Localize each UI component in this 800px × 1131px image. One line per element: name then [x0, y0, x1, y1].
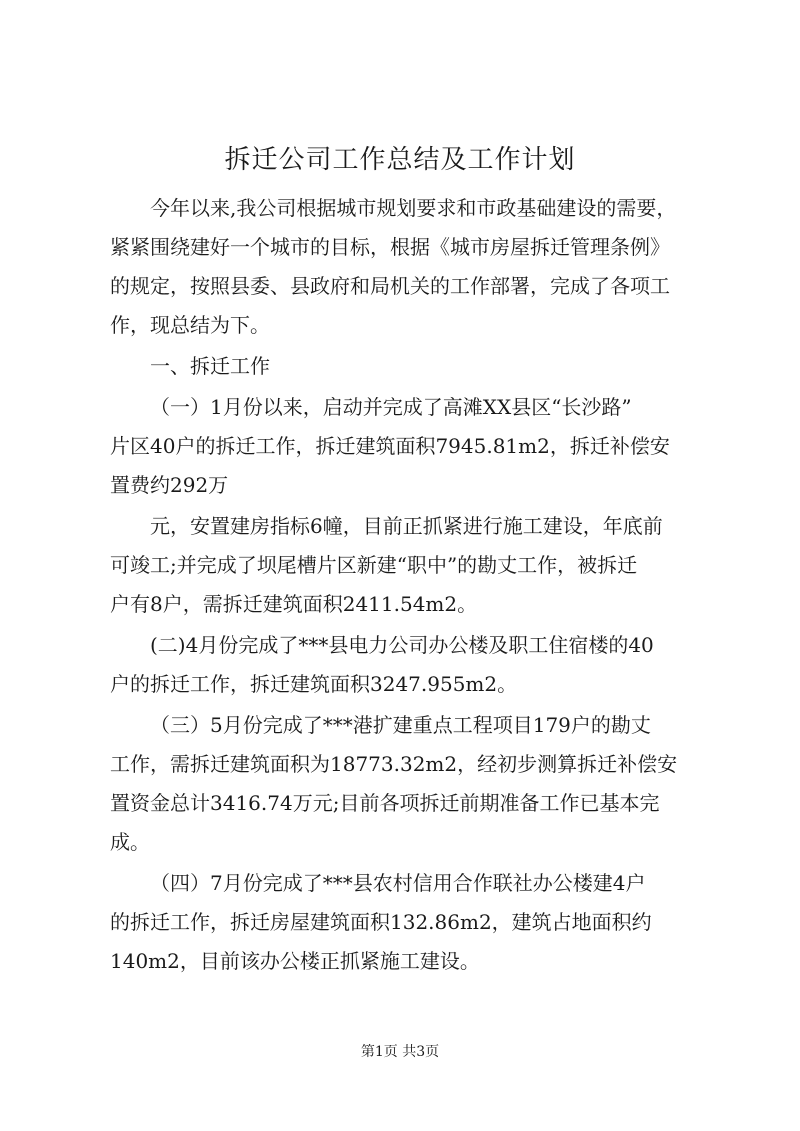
body-line: 的拆迁工作，拆迁房屋建筑面积132.86m2，建筑占地面积约: [110, 910, 652, 934]
body-line: (二)4月份完成了***县电力公司办公楼及职工住宿楼的40: [150, 633, 654, 657]
body-line: 140m2，目前该办公楼正抓紧施工建设。: [110, 949, 480, 973]
page-footer: 第1页 共3页: [360, 1044, 440, 1060]
body-line: 元，安置建房指标6幢，目前正抓紧进行施工建设，年底前: [150, 514, 663, 538]
body-line: （三）5月份完成了***港扩建重点工程项目179户的勘丈: [150, 713, 651, 737]
body-line: 作，现总结为下。: [110, 313, 270, 337]
body-line: 可竣工;并完成了坝尾槽片区新建“职中”的勘丈工作，被拆迁: [110, 553, 638, 577]
body-line: 工作，需拆迁建筑面积为18773.32m2，经初步测算拆迁补偿安: [110, 752, 678, 776]
body-line: 片区40户的拆迁工作，拆迁建筑面积7945.81m2，拆迁补偿安: [110, 434, 670, 458]
body-line: （一）1月份以来，启动并完成了高滩XX县区“长沙路”: [150, 395, 632, 419]
body-line: 紧紧围绕建好一个城市的目标，根据《城市房屋拆迁管理条例》: [110, 235, 670, 259]
section-heading: 一、拆迁工作: [150, 354, 270, 378]
body-line: 今年以来,我公司根据城市规划要求和市政基础建设的需要，: [150, 196, 677, 220]
body-line: 成。: [110, 830, 150, 854]
document-title: 拆迁公司工作总结及工作计划: [224, 145, 576, 175]
body-line: 置费约292万: [110, 473, 229, 497]
body-line: 户有8户，需拆迁建筑面积2411.54m2。: [110, 592, 478, 616]
body-line: 置资金总计3416.74万元;目前各项拆迁前期准备工作已基本完: [110, 791, 660, 815]
body-line: 的规定，按照县委、县政府和局机关的工作部署，完成了各项工: [110, 274, 670, 298]
body-line: 户的拆迁工作，拆迁建筑面积3247.955m2。: [110, 672, 518, 696]
body-line: （四）7月份完成了***县农村信用合作联社办公楼建4户: [150, 871, 646, 895]
